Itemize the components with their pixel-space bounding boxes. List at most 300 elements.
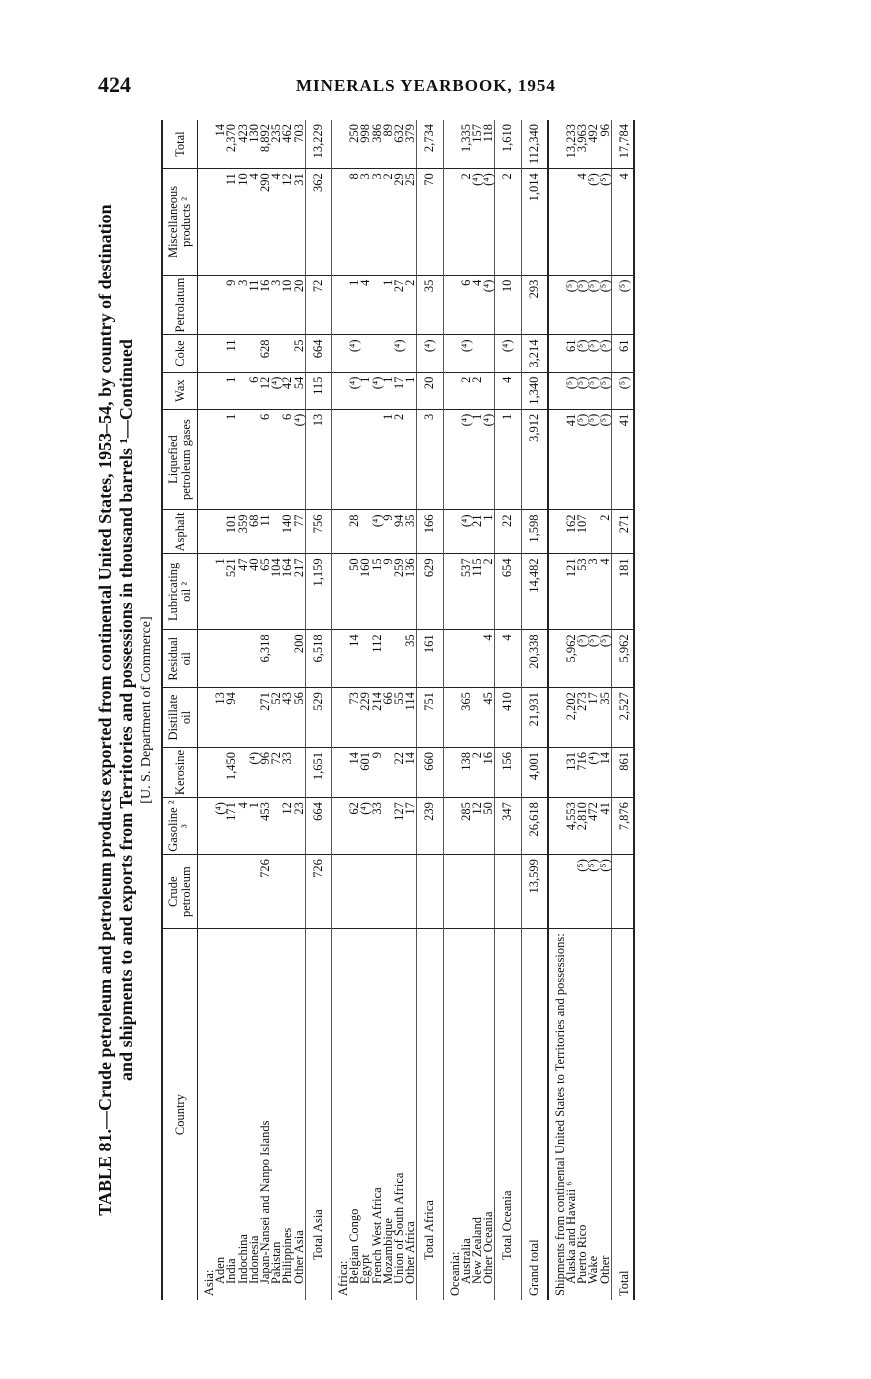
- table-cell: [198, 855, 216, 929]
- column-header: Gasoline ² ³: [162, 798, 198, 855]
- table-cell: 362: [305, 169, 331, 275]
- table-cell: [383, 630, 394, 688]
- table-cell: (⁵): [577, 372, 588, 409]
- table-cell: [372, 855, 383, 929]
- table-cell: 250: [349, 120, 360, 169]
- table-cell: 703: [294, 120, 306, 169]
- table-cell: 423: [238, 120, 249, 169]
- table-cell: 1: [360, 372, 371, 409]
- table-cell: 259: [394, 554, 405, 630]
- table-cell: 1: [349, 275, 360, 335]
- table-cell: (⁴): [495, 335, 521, 372]
- row-label: Other Oceania: [481, 1211, 496, 1284]
- table-cell: 2,527: [611, 688, 634, 748]
- table-cell: (⁵): [577, 275, 588, 335]
- table-cell: 56: [294, 688, 306, 748]
- table-cell: [548, 855, 566, 929]
- table-cell: (⁴): [461, 409, 472, 510]
- table-cell: 52: [271, 688, 282, 748]
- table-cell: 181: [611, 554, 634, 630]
- row-label: Alaska and Hawaii ⁶: [564, 1181, 579, 1284]
- table-cell: 861: [611, 747, 634, 797]
- table-cell: 1: [483, 510, 495, 554]
- table-cell: 632: [394, 120, 405, 169]
- page-number: 424: [98, 72, 131, 97]
- table-cell: 1,340: [521, 372, 548, 409]
- table-cell: 136: [405, 554, 417, 630]
- table-cell: [198, 554, 216, 630]
- table-cell: 1,450: [226, 747, 237, 797]
- table-cell: 6: [461, 275, 472, 335]
- table-cell: 13,599: [521, 855, 548, 929]
- table-cell: 2: [394, 409, 405, 510]
- table-cell: 347: [495, 798, 521, 855]
- table-cell: (⁵): [600, 275, 612, 335]
- column-header: Residual oil: [162, 630, 198, 688]
- row-label: Shipments from continental United States to Territories and possessions:: [552, 933, 567, 1296]
- row-label: Africa:: [336, 1260, 351, 1296]
- table-cell: 4: [483, 630, 495, 688]
- table-row: [294, 120, 306, 1300]
- table-cell: 107: [577, 510, 588, 554]
- table-cell: 22: [394, 747, 405, 797]
- table-cell: 3,912: [521, 409, 548, 510]
- row-label: India: [224, 1258, 239, 1284]
- table-cell: 2: [405, 275, 417, 335]
- table-cell: 55: [394, 688, 405, 748]
- table-cell: 31: [294, 169, 306, 275]
- table-cell: 41: [611, 409, 634, 510]
- row-label: Mozambique: [380, 1218, 395, 1284]
- table-cell: 13,229: [305, 120, 331, 169]
- table-cell: 726: [305, 855, 331, 929]
- table-cell: 72: [271, 747, 282, 797]
- table-cell: [238, 630, 249, 688]
- table-row: [282, 120, 293, 1300]
- table-cell: 2,370: [226, 120, 237, 169]
- table-cell: 654: [495, 554, 521, 630]
- row-label: Total Oceania: [495, 929, 521, 1300]
- table-cell: 14: [349, 630, 360, 688]
- table-cell: 35: [417, 275, 443, 335]
- table-cell: 70: [417, 169, 443, 275]
- table-row: [483, 120, 495, 1300]
- table-row: [588, 120, 599, 1300]
- table-cell: 492: [588, 120, 599, 169]
- table-cell: 1: [383, 409, 394, 510]
- row-label: Pakistan: [269, 1241, 284, 1284]
- table-cell: (⁴): [372, 510, 383, 554]
- table-cell: 17,784: [611, 120, 634, 169]
- table-cell: 239: [417, 798, 443, 855]
- table-cell: 2: [461, 372, 472, 409]
- table-cell: (⁵): [588, 409, 599, 510]
- table-cell: (⁵): [577, 630, 588, 688]
- table-cell: (⁵): [588, 630, 599, 688]
- table-cell: 537: [461, 554, 472, 630]
- table-cell: 164: [282, 554, 293, 630]
- table-cell: [215, 630, 226, 688]
- row-label: Belgian Congo: [347, 1208, 362, 1284]
- table-cell: 14: [349, 747, 360, 797]
- table-cell: 1: [383, 275, 394, 335]
- table-cell: 12: [260, 372, 271, 409]
- table-cell: 21,931: [521, 688, 548, 748]
- table-row: [405, 120, 417, 1300]
- table-cell: 9: [226, 275, 237, 335]
- row-label: French West Africa: [369, 1187, 384, 1284]
- table-cell: 229: [360, 688, 371, 748]
- table-cell: 521: [226, 554, 237, 630]
- table-cell: 61: [566, 335, 577, 372]
- table-cell: 72: [305, 275, 331, 335]
- caption-line-1: TABLE 81.—Crude petroleum and petroleum products exported from continental United States, 1953–54, by country of destination: [95, 204, 115, 1216]
- running-title: MINERALS YEARBOOK, 1954: [296, 76, 556, 95]
- table-cell: [198, 747, 216, 797]
- table-cell: 726: [260, 855, 271, 929]
- table-cell: 6: [282, 409, 293, 510]
- table-cell: 12: [282, 798, 293, 855]
- table-cell: [198, 169, 216, 275]
- table-cell: 13: [215, 688, 226, 748]
- table-cell: 41: [600, 798, 612, 855]
- table-cell: 2: [472, 372, 483, 409]
- table-cell: (⁴): [271, 372, 282, 409]
- table-cell: 115: [305, 372, 331, 409]
- table-cell: [372, 409, 383, 510]
- table-cell: [483, 372, 495, 409]
- table-cell: (⁵): [611, 275, 634, 335]
- table-cell: 14,482: [521, 554, 548, 630]
- table-cell: 217: [294, 554, 306, 630]
- table-cell: 1: [215, 554, 226, 630]
- table-row: [521, 120, 548, 1300]
- table-cell: 3: [360, 169, 371, 275]
- table-cell: 2: [495, 169, 521, 275]
- table-cell: 2,810: [577, 798, 588, 855]
- table-cell: [349, 409, 360, 510]
- table-cell: (⁵): [577, 409, 588, 510]
- table-cell: 4: [495, 630, 521, 688]
- table-cell: 77: [294, 510, 306, 554]
- table-row: [226, 120, 237, 1300]
- table-cell: 1: [226, 409, 237, 510]
- page-header: [0, 72, 871, 102]
- table-row: [260, 120, 271, 1300]
- exports-table: [161, 120, 635, 1300]
- table-cell: 3: [417, 409, 443, 510]
- table-cell: 601: [360, 747, 371, 797]
- table-cell: 4: [238, 798, 249, 855]
- table-body: [198, 120, 635, 1300]
- table-cell: 629: [417, 554, 443, 630]
- table-cell: [611, 855, 634, 929]
- table-cell: [483, 335, 495, 372]
- rotated-table-block: [95, 120, 755, 1300]
- table-cell: 4: [495, 372, 521, 409]
- table-cell: (⁴): [372, 372, 383, 409]
- table-cell: (⁴): [483, 409, 495, 510]
- table-cell: 386: [372, 120, 383, 169]
- table-row: [472, 120, 483, 1300]
- table-cell: 20: [417, 372, 443, 409]
- row-label: Other: [597, 1255, 612, 1284]
- column-header: Wax: [162, 372, 198, 409]
- table-cell: 472: [588, 798, 599, 855]
- table-cell: 14: [405, 747, 417, 797]
- table-cell: [443, 630, 461, 688]
- table-cell: (⁴): [472, 169, 483, 275]
- table-cell: 1,335: [461, 120, 472, 169]
- table-cell: 118: [483, 120, 495, 169]
- row-label: Other Africa: [403, 1221, 418, 1284]
- table-cell: [271, 630, 282, 688]
- table-cell: 41: [566, 409, 577, 510]
- table-cell: 4: [577, 169, 588, 275]
- column-header: Kerosine: [162, 747, 198, 797]
- table-cell: 101: [226, 510, 237, 554]
- row-label: Union of South Africa: [392, 1172, 407, 1284]
- table-cell: [461, 630, 472, 688]
- table-cell: (⁴): [461, 510, 472, 554]
- table-cell: 121: [566, 554, 577, 630]
- table-cell: (⁴): [294, 409, 306, 510]
- column-header: Asphalt: [162, 510, 198, 554]
- table-cell: 12: [472, 798, 483, 855]
- table-cell: [198, 630, 216, 688]
- table-cell: 40: [249, 554, 260, 630]
- table-cell: (⁵): [588, 855, 599, 929]
- table-cell: (⁴): [360, 798, 371, 855]
- table-cell: 3: [271, 275, 282, 335]
- table-cell: 35: [405, 630, 417, 688]
- table-cell: 16: [483, 747, 495, 797]
- table-cell: 45: [483, 688, 495, 748]
- table-cell: [238, 688, 249, 748]
- table-cell: 14: [215, 120, 226, 169]
- table-cell: 2,202: [566, 688, 577, 748]
- table-cell: (⁵): [600, 630, 612, 688]
- column-header: Total: [162, 120, 198, 169]
- table-cell: 28: [349, 510, 360, 554]
- table-cell: 1,598: [521, 510, 548, 554]
- table-cell: [215, 855, 226, 929]
- table-cell: 5,962: [566, 630, 577, 688]
- table-cell: 6: [249, 372, 260, 409]
- table-cell: 20,338: [521, 630, 548, 688]
- row-label: Japan-Nansei and Nanpo Islands: [258, 1120, 273, 1284]
- table-row: [495, 120, 521, 1300]
- table-cell: 664: [305, 798, 331, 855]
- table-row: [238, 120, 249, 1300]
- table-cell: 11: [249, 275, 260, 335]
- table-cell: 4: [472, 275, 483, 335]
- table-cell: 359: [238, 510, 249, 554]
- table-cell: [394, 855, 405, 929]
- table-cell: [360, 409, 371, 510]
- table-cell: 162: [566, 510, 577, 554]
- table-cell: [405, 855, 417, 929]
- table-cell: 716: [577, 747, 588, 797]
- table-cell: 26,618: [521, 798, 548, 855]
- table-cell: 8,892: [260, 120, 271, 169]
- table-cell: [443, 855, 461, 929]
- table-cell: 61: [611, 335, 634, 372]
- table-cell: 96: [600, 120, 612, 169]
- table-cell: 94: [226, 688, 237, 748]
- table-cell: [198, 335, 216, 372]
- table-cell: (⁵): [588, 275, 599, 335]
- table-cell: 756: [305, 510, 331, 554]
- table-cell: 4: [249, 169, 260, 275]
- column-header: Petrolatum: [162, 275, 198, 335]
- table-cell: [566, 169, 577, 275]
- table-cell: (⁵): [600, 372, 612, 409]
- table-source: [U. S. Department of Commerce]: [139, 616, 154, 804]
- row-label: Australia: [458, 1238, 473, 1284]
- table-cell: [332, 855, 350, 929]
- table-cell: 138: [461, 747, 472, 797]
- table-cell: (⁴): [588, 747, 599, 797]
- row-label: Aden: [213, 1256, 228, 1284]
- table-cell: 1: [383, 372, 394, 409]
- table-cell: 273: [577, 688, 588, 748]
- table-cell: 13,233: [566, 120, 577, 169]
- table-cell: [271, 409, 282, 510]
- table-cell: 9: [372, 747, 383, 797]
- table-cell: (⁵): [588, 335, 599, 372]
- table-cell: 140: [282, 510, 293, 554]
- table-cell: 998: [360, 120, 371, 169]
- table-cell: 54: [294, 372, 306, 409]
- table-cell: (⁵): [577, 335, 588, 372]
- table-cell: 6: [260, 409, 271, 510]
- table-row: [372, 120, 383, 1300]
- table-cell: (⁵): [600, 409, 612, 510]
- table-cell: 1,651: [305, 747, 331, 797]
- table-cell: [360, 855, 371, 929]
- table-cell: [249, 409, 260, 510]
- table-cell: 114: [405, 688, 417, 748]
- table-cell: 9: [383, 510, 394, 554]
- table-cell: 11: [226, 169, 237, 275]
- table-cell: [332, 169, 350, 275]
- table-cell: 4,001: [521, 747, 548, 797]
- table-cell: [282, 855, 293, 929]
- table-row: [271, 120, 282, 1300]
- row-label: Total Africa: [417, 929, 443, 1300]
- table-cell: 664: [305, 335, 331, 372]
- table-cell: 17: [588, 688, 599, 748]
- table-cell: 66: [383, 688, 394, 748]
- table-row: [198, 120, 216, 1300]
- table-cell: 9: [383, 554, 394, 630]
- table-cell: 4: [611, 169, 634, 275]
- table-cell: 50: [483, 798, 495, 855]
- row-label: Other Asia: [291, 1230, 306, 1284]
- table-cell: 462: [282, 120, 293, 169]
- table-cell: 53: [577, 554, 588, 630]
- table-row: [332, 120, 350, 1300]
- table-cell: 11: [226, 335, 237, 372]
- table-cell: [198, 372, 216, 409]
- table-cell: 42: [282, 372, 293, 409]
- table-row: [461, 120, 472, 1300]
- table-cell: [443, 169, 461, 275]
- table-cell: 3,214: [521, 335, 548, 372]
- table-cell: 22: [495, 510, 521, 554]
- table-cell: 1: [226, 372, 237, 409]
- table-cell: (⁵): [566, 275, 577, 335]
- table-cell: 628: [260, 335, 271, 372]
- table-cell: [472, 855, 483, 929]
- table-cell: [271, 335, 282, 372]
- table-cell: (⁴): [461, 335, 472, 372]
- table-cell: 17: [394, 372, 405, 409]
- row-label: Indonesia: [246, 1235, 261, 1284]
- row-label: Philippines: [280, 1227, 295, 1284]
- table-cell: 529: [305, 688, 331, 748]
- row-label: Wake: [586, 1255, 601, 1284]
- table-cell: 94: [394, 510, 405, 554]
- table-cell: 1,159: [305, 554, 331, 630]
- row-label: Asia:: [202, 1269, 216, 1296]
- table-cell: [461, 855, 472, 929]
- table-cell: (⁴): [483, 275, 495, 335]
- table-cell: 68: [249, 510, 260, 554]
- header-row: [162, 120, 198, 1300]
- table-cell: [226, 630, 237, 688]
- table-cell: 200: [294, 630, 306, 688]
- table-cell: 25: [294, 335, 306, 372]
- table-cell: 21: [472, 510, 483, 554]
- table-cell: [294, 855, 306, 929]
- table-cell: 166: [417, 510, 443, 554]
- table-cell: (⁵): [566, 372, 577, 409]
- table-cell: 6,518: [305, 630, 331, 688]
- table-cell: 4: [600, 554, 612, 630]
- table-cell: 1: [405, 372, 417, 409]
- table-cell: 8: [349, 169, 360, 275]
- table-cell: 5,962: [611, 630, 634, 688]
- table-cell: 285: [461, 798, 472, 855]
- row-label: Puerto Rico: [575, 1224, 590, 1284]
- column-header: Lubricating oil ²: [162, 554, 198, 630]
- table-cell: 115: [472, 554, 483, 630]
- table-cell: [372, 335, 383, 372]
- table-cell: 35: [600, 688, 612, 748]
- table-cell: (⁵): [588, 372, 599, 409]
- table-cell: (⁵): [577, 855, 588, 929]
- table-cell: 16: [260, 275, 271, 335]
- row-label: Grand total: [521, 929, 548, 1300]
- table-cell: 4,553: [566, 798, 577, 855]
- table-cell: 2: [383, 169, 394, 275]
- table-cell: (⁴): [349, 372, 360, 409]
- table-cell: 660: [417, 747, 443, 797]
- table-cell: 112: [372, 630, 383, 688]
- table-cell: [198, 275, 216, 335]
- table-cell: 2: [472, 747, 483, 797]
- table-cell: 10: [495, 275, 521, 335]
- table-cell: 11: [260, 510, 271, 554]
- table-cell: [472, 335, 483, 372]
- table-cell: 17: [405, 798, 417, 855]
- table-cell: (⁴): [394, 335, 405, 372]
- table-cell: 271: [611, 510, 634, 554]
- table-cell: 47: [238, 554, 249, 630]
- table-cell: 33: [372, 798, 383, 855]
